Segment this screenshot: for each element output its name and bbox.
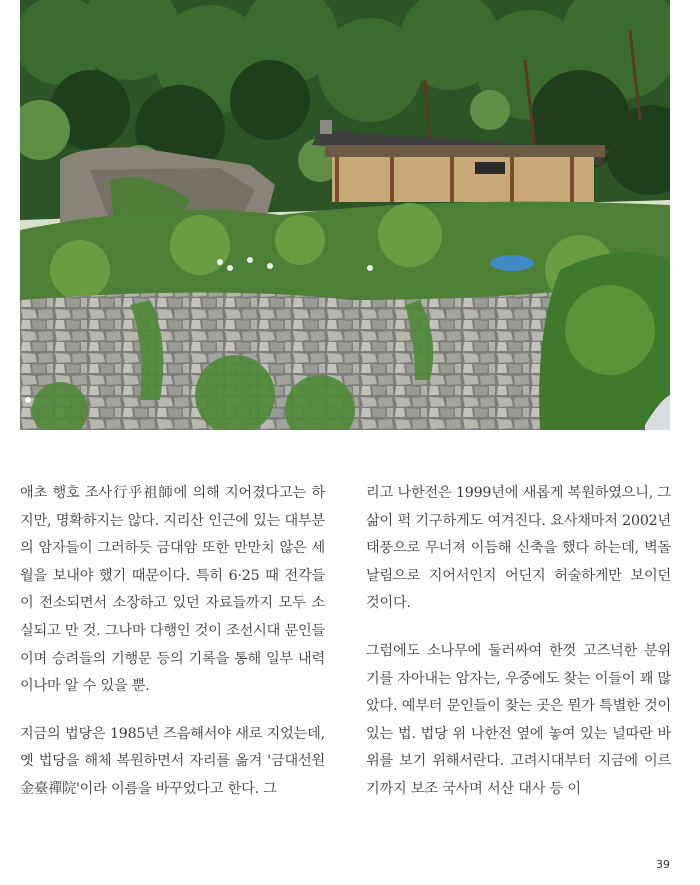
page-number: 39	[656, 858, 670, 871]
article-left-column	[20, 480, 325, 804]
paragraph: 지금의 법당은 1985년 즈음해서야 새로 지었는데, 옛 법당을 해체 복원하면서 자리를 옮겨 '금대선원金臺禪院'이라 이름을 바꾸었다고 한다. 그	[20, 725, 325, 797]
paragraph: 그럼에도 소나무에 둘러싸여 한껏 고즈넉한 분위기를 자아내는 암자는, 우중에도 찾는 이들이 꽤 많았다. 예부터 문인들이 찾는 곳은 뭔가 특별한 것이 있는 법. 법당 위 나한전 옆에 놓여 있는 널따란 바위를 보기 위해서란다. 고려시대부터 지금에 이르기까지 보조 국사며 서산 대사 등 이	[366, 642, 671, 797]
photo-temple-icon	[20, 0, 670, 430]
article-right-column	[366, 480, 671, 804]
paragraph: 애초 행호 조사行乎祖師에 의해 지어졌다고는 하지만, 명확하지는 않다. 지리산 인근에 있는 대부분의 암자들이 그러하듯 금대암 또한 만만치 않은 세월을 보내야 했기 때문이다. 특히 6·25 때 전각들이 전소되면서 소장하고 있던 자료들까지 모두 소실되고 만 것. 그나마 다행인 것이 조선시대 문인들이며 승려들의 기행문 등의 기록을 통해 일부 내력이나마 알 수 있을 뿐.	[20, 485, 325, 695]
temple-photo	[20, 0, 670, 430]
paragraph: 리고 나한전은 1999년에 새롭게 복원하였으니, 그 삶이 퍽 기구하게도 여겨진다. 요사채마저 2002년 태풍으로 무너져 이듬해 신축을 했다 하는데, 벽돌 날림으로 지어서인지 어딘지 허술하게만 보이던 것이다.	[366, 485, 671, 612]
